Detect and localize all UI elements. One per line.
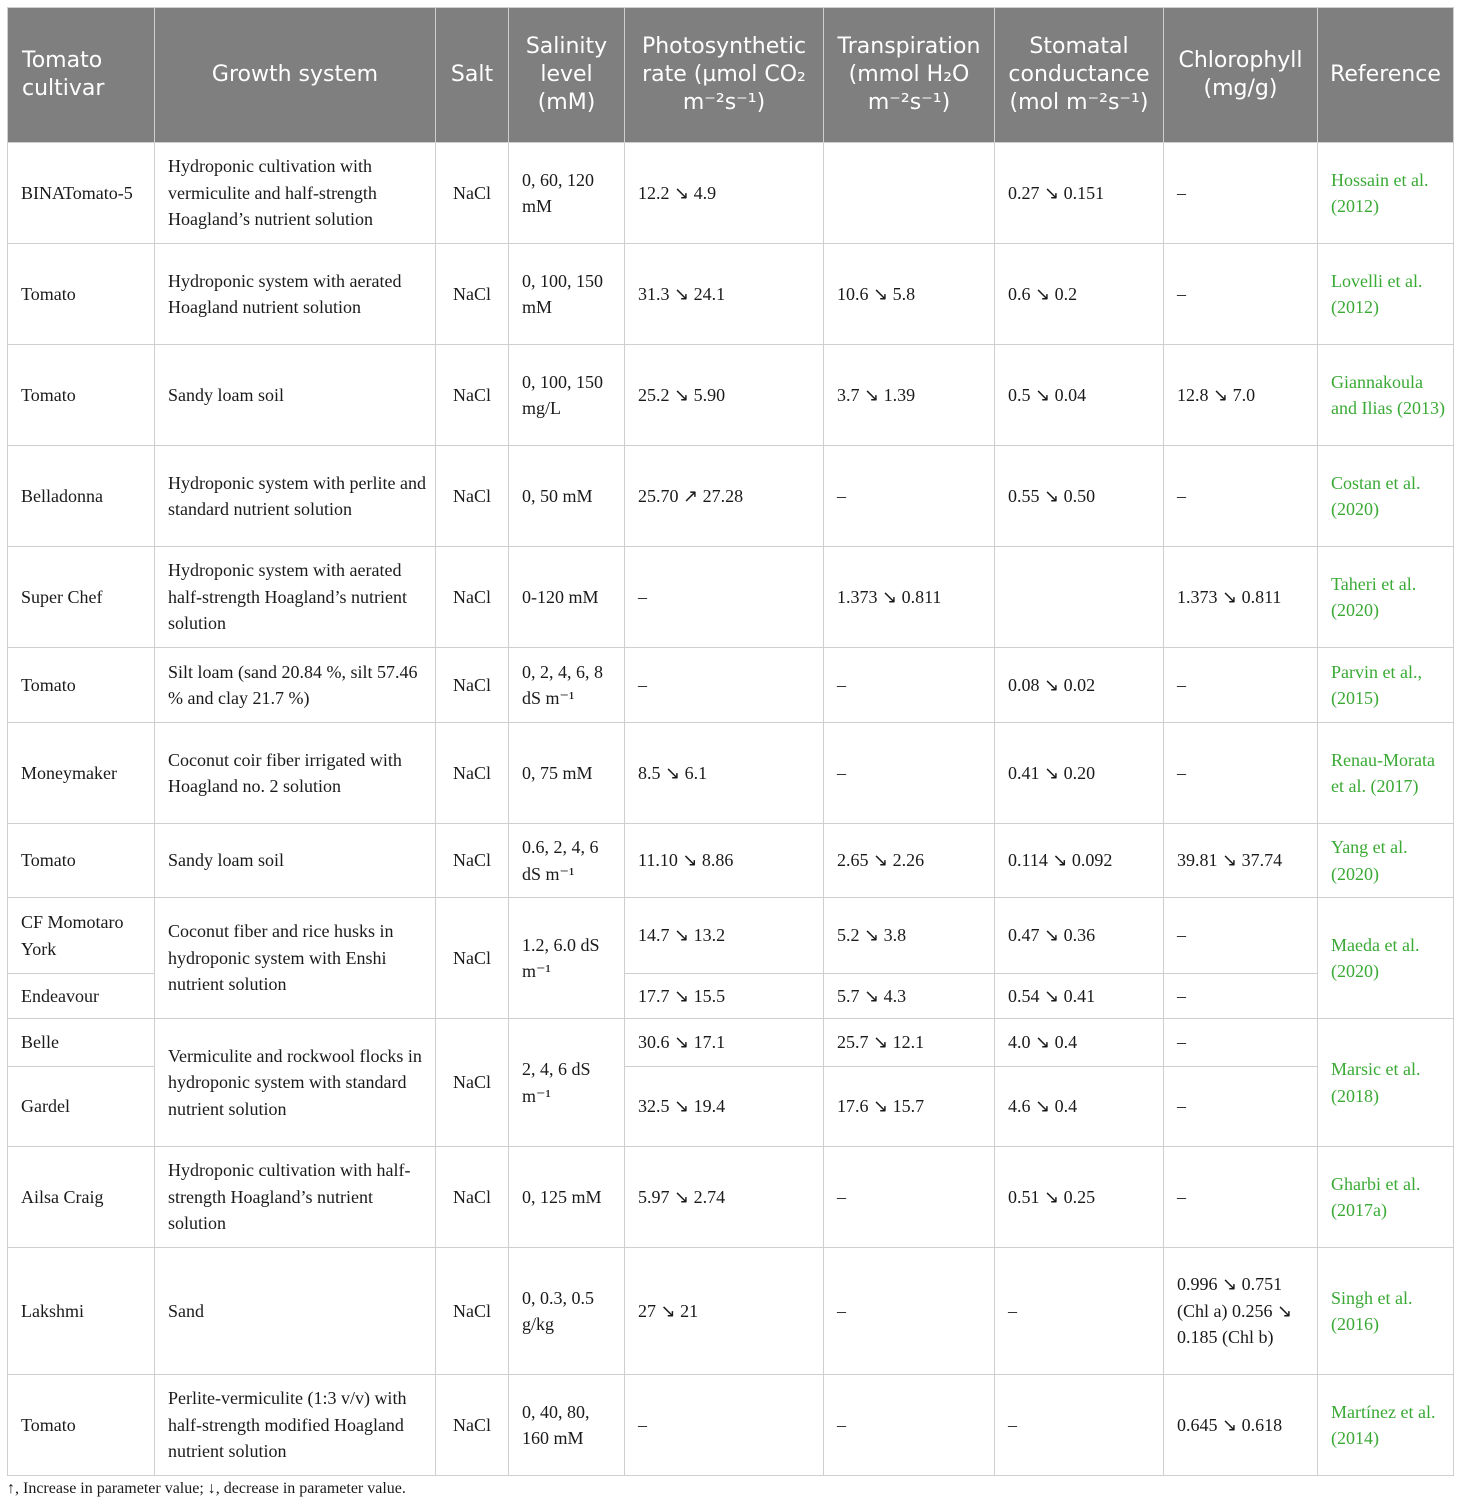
transpiration-cell: [824, 143, 995, 244]
salt-cell: NaCl: [436, 824, 509, 898]
photosynthetic-cell: 31.3 ↘ 24.1: [625, 244, 824, 345]
salinity-cell: 1.2, 6.0 dS m⁻¹: [509, 898, 625, 1019]
salinity-cell: 0, 50 mM: [509, 446, 625, 547]
chlorophyll-cell: 0.645 ↘ 0.618: [1164, 1375, 1318, 1476]
growth-system-cell: Hydroponic cultivation with half-strength Hoagland’s nutrient solution: [155, 1147, 436, 1248]
photosynthetic-cell: 27 ↘ 21: [625, 1248, 824, 1375]
transpiration-cell: 25.7 ↘ 12.1: [824, 1019, 995, 1067]
transpiration-cell: 2.65 ↘ 2.26: [824, 824, 995, 898]
stomatal-cell: 0.41 ↘ 0.20: [995, 723, 1164, 824]
reference-link[interactable]: Giannakoula and Ilias (2013): [1318, 345, 1454, 446]
growth-system-cell: Hydroponic system with aerated half-strength Hoagland’s nutrient solution: [155, 547, 436, 648]
reference-link[interactable]: Taheri et al. (2020): [1318, 547, 1454, 648]
transpiration-cell: 5.7 ↘ 4.3: [824, 974, 995, 1019]
growth-system-cell: Hydroponic system with aerated Hoagland nutrient solution: [155, 244, 436, 345]
reference-link[interactable]: Gharbi et al. (2017a): [1318, 1147, 1454, 1248]
transpiration-cell: –: [824, 1375, 995, 1476]
col-header-cultivar: Tomato cultivar: [8, 8, 155, 143]
salt-cell: NaCl: [436, 898, 509, 1019]
growth-system-cell: Sandy loam soil: [155, 824, 436, 898]
transpiration-cell: 3.7 ↘ 1.39: [824, 345, 995, 446]
stomatal-cell: –: [995, 1375, 1164, 1476]
chlorophyll-cell: 0.996 ↘ 0.751 (Chl a) 0.256 ↘ 0.185 (Chl b): [1164, 1248, 1318, 1375]
reference-link[interactable]: Hossain et al. (2012): [1318, 143, 1454, 244]
chlorophyll-cell: –: [1164, 1067, 1318, 1147]
stomatal-cell: 4.0 ↘ 0.4: [995, 1019, 1164, 1067]
growth-system-cell: Perlite-vermiculite (1:3 v/v) with half-strength modified Hoagland nutrient solution: [155, 1375, 436, 1476]
photosynthetic-cell: –: [625, 1375, 824, 1476]
cultivar-cell: Lakshmi: [8, 1248, 155, 1375]
chlorophyll-cell: 1.373 ↘ 0.811: [1164, 547, 1318, 648]
salt-cell: NaCl: [436, 244, 509, 345]
photosynthetic-cell: 30.6 ↘ 17.1: [625, 1019, 824, 1067]
stomatal-cell: 0.55 ↘ 0.50: [995, 446, 1164, 547]
stomatal-cell: 0.54 ↘ 0.41: [995, 974, 1164, 1019]
reference-link[interactable]: Singh et al. (2016): [1318, 1248, 1454, 1375]
chlorophyll-cell: –: [1164, 723, 1318, 824]
growth-system-cell: Silt loam (sand 20.84 %, silt 57.46 % and clay 21.7 %): [155, 648, 436, 723]
transpiration-cell: 1.373 ↘ 0.811: [824, 547, 995, 648]
growth-system-cell: Sandy loam soil: [155, 345, 436, 446]
cultivar-cell: Tomato: [8, 244, 155, 345]
table-row: [8, 547, 1454, 648]
cultivar-cell: Tomato: [8, 345, 155, 446]
growth-system-cell: Coconut fiber and rice husks in hydroponic system with Enshi nutrient solution: [155, 898, 436, 1019]
transpiration-cell: 5.2 ↘ 3.8: [824, 898, 995, 974]
chlorophyll-cell: 39.81 ↘ 37.74: [1164, 824, 1318, 898]
cultivar-cell: CF Momotaro York: [8, 898, 155, 974]
table-row: [8, 723, 1454, 824]
chlorophyll-cell: –: [1164, 1019, 1318, 1067]
salt-cell: NaCl: [436, 723, 509, 824]
salinity-cell: 2, 4, 6 dS m⁻¹: [509, 1019, 625, 1147]
cultivar-cell: Tomato: [8, 648, 155, 723]
reference-link[interactable]: Costan et al. (2020): [1318, 446, 1454, 547]
chlorophyll-cell: –: [1164, 244, 1318, 345]
col-header-chlorophyll: Chlorophyll (mg/g): [1164, 8, 1318, 143]
table-row: [8, 898, 1454, 974]
salt-cell: NaCl: [436, 547, 509, 648]
salt-cell: NaCl: [436, 1147, 509, 1248]
photosynthetic-cell: 25.70 ↗ 27.28: [625, 446, 824, 547]
col-header-reference: Reference: [1318, 8, 1454, 143]
salinity-cell: 0, 100, 150 mM: [509, 244, 625, 345]
photosynthetic-cell: 8.5 ↘ 6.1: [625, 723, 824, 824]
table-row: [8, 143, 1454, 244]
reference-link[interactable]: Martínez et al. (2014): [1318, 1375, 1454, 1476]
reference-link[interactable]: Yang et al. (2020): [1318, 824, 1454, 898]
stomatal-cell: 4.6 ↘ 0.4: [995, 1067, 1164, 1147]
growth-system-cell: Sand: [155, 1248, 436, 1375]
salinity-effects-table: [7, 7, 1454, 1476]
cultivar-cell: Tomato: [8, 824, 155, 898]
photosynthetic-cell: –: [625, 648, 824, 723]
transpiration-cell: 17.6 ↘ 15.7: [824, 1067, 995, 1147]
header-row: [8, 8, 1454, 143]
salinity-cell: 0, 2, 4, 6, 8 dS m⁻¹: [509, 648, 625, 723]
salt-cell: NaCl: [436, 648, 509, 723]
chlorophyll-cell: –: [1164, 446, 1318, 547]
transpiration-cell: –: [824, 446, 995, 547]
reference-link[interactable]: Maeda et al. (2020): [1318, 898, 1454, 1019]
photosynthetic-cell: –: [625, 547, 824, 648]
reference-link[interactable]: Marsic et al. (2018): [1318, 1019, 1454, 1147]
table-row: [8, 1147, 1454, 1248]
salinity-cell: 0.6, 2, 4, 6 dS m⁻¹: [509, 824, 625, 898]
col-header-photosynthetic-rate: Photosynthetic rate (µmol CO₂ m⁻²s⁻¹): [625, 8, 824, 143]
growth-system-cell: Hydroponic cultivation with vermiculite and half-strength Hoagland’s nutrient solution: [155, 143, 436, 244]
transpiration-cell: –: [824, 1147, 995, 1248]
chlorophyll-cell: –: [1164, 648, 1318, 723]
transpiration-cell: 10.6 ↘ 5.8: [824, 244, 995, 345]
chlorophyll-cell: 12.8 ↘ 7.0: [1164, 345, 1318, 446]
salinity-cell: 0, 60, 120 mM: [509, 143, 625, 244]
salinity-cell: 0, 40, 80, 160 mM: [509, 1375, 625, 1476]
salinity-cell: 0-120 mM: [509, 547, 625, 648]
photosynthetic-cell: 12.2 ↘ 4.9: [625, 143, 824, 244]
stomatal-cell: 0.114 ↘ 0.092: [995, 824, 1164, 898]
reference-link[interactable]: Lovelli et al. (2012): [1318, 244, 1454, 345]
table-row: [8, 1019, 1454, 1067]
table-row: [8, 446, 1454, 547]
photosynthetic-cell: 11.10 ↘ 8.86: [625, 824, 824, 898]
photosynthetic-cell: 25.2 ↘ 5.90: [625, 345, 824, 446]
salt-cell: NaCl: [436, 1019, 509, 1147]
salt-cell: NaCl: [436, 1248, 509, 1375]
cultivar-cell: Tomato: [8, 1375, 155, 1476]
col-header-salt: Salt: [436, 8, 509, 143]
chlorophyll-cell: –: [1164, 1147, 1318, 1248]
stomatal-cell: 0.27 ↘ 0.151: [995, 143, 1164, 244]
salinity-cell: 0, 100, 150 mg/L: [509, 345, 625, 446]
cultivar-cell: Belladonna: [8, 446, 155, 547]
stomatal-cell: 0.5 ↘ 0.04: [995, 345, 1164, 446]
stomatal-cell: 0.47 ↘ 0.36: [995, 898, 1164, 974]
salinity-cell: 0, 75 mM: [509, 723, 625, 824]
col-header-salinity-level: Salinity level (mM): [509, 8, 625, 143]
table-footnote: ↑, Increase in parameter value; ↓, decrease in parameter value.: [7, 1480, 406, 1497]
photosynthetic-cell: 32.5 ↘ 19.4: [625, 1067, 824, 1147]
chlorophyll-cell: –: [1164, 898, 1318, 974]
growth-system-cell: Coconut coir fiber irrigated with Hoagland no. 2 solution: [155, 723, 436, 824]
cultivar-cell: Moneymaker: [8, 723, 155, 824]
col-header-stomatal-conductance: Stomatal conductance (mol m⁻²s⁻¹): [995, 8, 1164, 143]
photosynthetic-cell: 5.97 ↘ 2.74: [625, 1147, 824, 1248]
table-row: [8, 648, 1454, 723]
stomatal-cell: 0.6 ↘ 0.2: [995, 244, 1164, 345]
stomatal-cell: 0.51 ↘ 0.25: [995, 1147, 1164, 1248]
table-row: [8, 1248, 1454, 1375]
salt-cell: NaCl: [436, 345, 509, 446]
transpiration-cell: –: [824, 648, 995, 723]
chlorophyll-cell: –: [1164, 143, 1318, 244]
cultivar-cell: Endeavour: [8, 974, 155, 1019]
salinity-cell: 0, 0.3, 0.5 g/kg: [509, 1248, 625, 1375]
table-row: [8, 824, 1454, 898]
col-header-transpiration: Transpiration (mmol H₂O m⁻²s⁻¹): [824, 8, 995, 143]
reference-link[interactable]: Renau-Morata et al. (2017): [1318, 723, 1454, 824]
stomatal-cell: –: [995, 1248, 1164, 1375]
growth-system-cell: Vermiculite and rockwool flocks in hydroponic system with standard nutrient solution: [155, 1019, 436, 1147]
salt-cell: NaCl: [436, 446, 509, 547]
stomatal-cell: 0.08 ↘ 0.02: [995, 648, 1164, 723]
stomatal-cell: [995, 547, 1164, 648]
cultivar-cell: Gardel: [8, 1067, 155, 1147]
photosynthetic-cell: 14.7 ↘ 13.2: [625, 898, 824, 974]
salt-cell: NaCl: [436, 143, 509, 244]
transpiration-cell: –: [824, 723, 995, 824]
cultivar-cell: Ailsa Craig: [8, 1147, 155, 1248]
salinity-cell: 0, 125 mM: [509, 1147, 625, 1248]
cultivar-cell: Super Chef: [8, 547, 155, 648]
reference-link[interactable]: Parvin et al., (2015): [1318, 648, 1454, 723]
salt-cell: NaCl: [436, 1375, 509, 1476]
table-row: [8, 1375, 1454, 1476]
photosynthetic-cell: 17.7 ↘ 15.5: [625, 974, 824, 1019]
col-header-growth-system: Growth system: [155, 8, 436, 143]
transpiration-cell: –: [824, 1248, 995, 1375]
cultivar-cell: Belle: [8, 1019, 155, 1067]
cultivar-cell: BINATomato-5: [8, 143, 155, 244]
table-row: [8, 244, 1454, 345]
table-row: [8, 345, 1454, 446]
growth-system-cell: Hydroponic system with perlite and standard nutrient solution: [155, 446, 436, 547]
chlorophyll-cell: –: [1164, 974, 1318, 1019]
